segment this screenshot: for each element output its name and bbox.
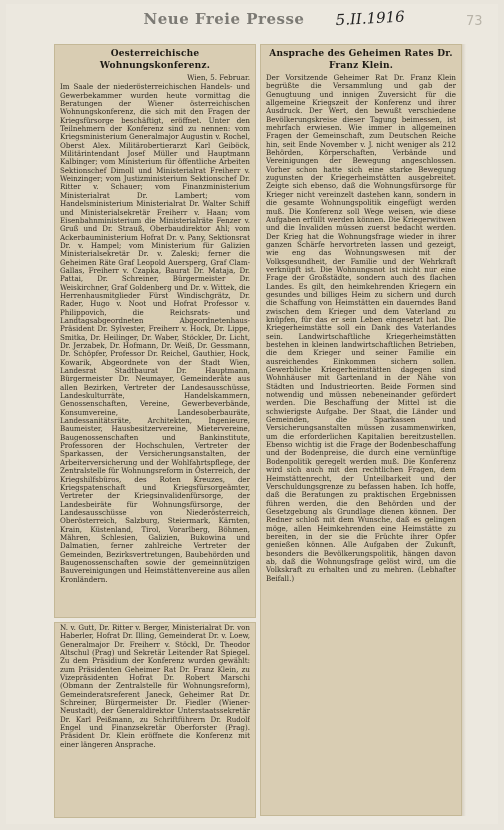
- left-article-headline: Oesterreichische Wohnungskonferenz.: [99, 49, 211, 71]
- left-article-dateline: Wien, 5. Februar.: [187, 73, 250, 82]
- clipping-right-column: [260, 44, 462, 816]
- left-article-text: Im Saale der niederösterreichischen Handels- und Gewerbekammer wurden heute vormittag die Beratungen der Wiener österreichischen Wohnungskonferenz, die sich mit den Fragen der Kriegsfürsorge beschäftigt, eröffnet. Unter den Teilnehmern der Konferenz sind zu nennen: vom Kriegsministerium Generalmajor Augustin v. Rochel, Oberst Alex. Militärobertierarzt Karl Geiböck, Militärintendant Josef Müller und Hauptmann Kalbinger; vom Ministerium für öffentliche Arbeiten Sektionschef Dimoll und Ministerialrat Freiherr v. Weinzinger; vom Justizministerium Sektionschef Dr. Ritter v. Schauer; vom Finanzministerium Ministerialrat Dr. Lambert; vom Handelsministerium Ministerialrat Dr. Walter Schiff und Ministerialsekretär Freiherr v. Haan; vom Eisenbahnministerium die Ministerialräte Fenzer v. Gruß und Dr. Strauß, Oberbaudirektor Ahl; vom Ackerbauministerium Hofrat Dr. v. Pany, Sektionsrat Dr. v. Hampel; vom Ministerium für Galizien Ministerialsekretär Dr. v. Zaleski; ferner die Geheimen Räte Graf Leopold Auersperg, Graf Clam-Gallas, Freiherr v. Czapka, Baurat Dr. Mataja, Dr. Pattai, Dr. Schreiner, Bürgermeister Dr. Weiskirchner, Graf Goldenberg und Dr. v. Wittek, die Herrenhausmitglieder Fürst Windischgrätz, Dr. Rader, Hugo v. Noot und Hofrat Professor v. Philippovich, die Reichsrats- und Landtagsabgeordneten Abgeordnetenhaus-Präsident Dr. Sylvester, Freiherr v. Hock, Dr. Lippe, Smitka, Dr. Heilinger, Dr. Waber, Stöckler, Dr. Licht, Dr. Jerzabek, Dr. Hofmann, Dr. Weiß, Dr. Gessmann, Dr. Schöpfer, Professor Dr. Reichel, Gauthier, Hock, Kowarik, Abgeordnete von der Stadt Wien, Landesrat Stadtbaurat Dr. Hauptmann, Bürgermeister Dr. Neumayer, Gemeinderäte aus allen Bezirken, Vertreter der Landesausschüsse, Landeskulturräte, Handelskammern, Genossenschaften, Vereine, Gewerbeverbände, Konsumvereine, Landesoberbauräte, Landessanitätsräte, Architekten, Ingenieure, Baumeister, Hausbesitzervereine, Mietervereine, Baugenossenschaften und Bankinstitute, Professoren der Hochschulen, Vertreter der Sparkassen, der Versicherungsanstalten, der Arbeiterversicherung und der Wohlfahrtspflege, der Zentralstelle für Wohnungsreform in Österreich, der Kriegshilfsbüros, des Roten Kreuzes, der Kriegspatenschaft und Kriegsfürsorgeämter, Vertreter der Kriegsinvalidenfürsorge, der Landesbeiräte für Wohnungsfürsorge, der Landesausschüsse von Niederösterreich, Oberösterreich, Salzburg, Steiermark, Kärnten, Krain, Küstenland, Tirol, Vorarlberg, Böhmen, Mähren, Schlesien, Galizien, Bukowina und Dalmatien, ferner zahlreiche Vertreter der Gemeinden, Bezirksvertretungen, Baubehörden und Baugenossenschaften sowie der gemeinnützigen Bauvereinigungen und Heimstättenvereine aus allen Kronländern.: [60, 82, 250, 584]
- newspaper-masthead: Neue Freie Presse: [143, 10, 305, 28]
- clipping-edge-shadow: [462, 44, 466, 816]
- archive-sheet: [6, 4, 498, 824]
- right-article-body: [266, 48, 456, 812]
- right-article-text: Der Vorsitzende Geheimer Rat Dr. Franz Klein begrüßte die Versammlung und gab der Genugtuung und innigen Zuversicht für die allgemeine Kriegszeit der Konferenz und ihrer Ausdruck. Der Wert, den bewußt verschiedene Bevölkerungskreise dieser Tagung beimessen, ist mehrfach erwiesen. Wie immer in allgemeinen Fragen der Gemeinschaft, zum Deutschen Reiche hin, seit Ende November v. J. nicht weniger als 212 Behörden, Körperschaften, Verbände und Vereinigungen der Bewegung angeschlossen. Vorher schon hatte sich eine starke Bewegung zugunsten der Kriegerheimstätten ausgebreitet. Zeigte sich ebenso, daß die Wohnungsfürsorge für Krieger nicht vereinzelt dastehen kann, sondern in die gesamte Wohnungspolitik eingefügt werden muß. Die Konferenz soll Wege weisen, wie diese Aufgaben erfüllt werden können. Die Kriegerwitwen und die Invaliden müssen zuerst bedacht werden. Der Krieg hat die Wohnungsfrage wieder in ihrer ganzen Schärfe hervortreten lassen und gezeigt, wie eng das Wohnungswesen mit der Volksgesundheit, der Familie und der Wehrkraft verknüpft ist. Die Wohnungsnot ist nicht nur eine Frage der Großstädte, sondern auch des flachen Landes. Es gilt, den heimkehrenden Kriegern ein gesundes und billiges Heim zu sichern und durch die Schaffung von Heimstätten ein dauerndes Band zwischen dem Krieger und dem Vaterland zu knüpfen, für das er sein Leben eingesetzt hat. Die Kriegerheimstätte soll ein Dank des Vaterlandes sein. Landwirtschaftliche Kriegerheimstätten bestehen in kleinen landwirtschaftlichen Betrieben, die dem Krieger und seiner Familie ein ausreichendes Einkommen sichern sollen. Gewerbliche Kriegerheimstätten dagegen sind Wohnhäuser mit Gartenland in der Nähe von Städten und Industrieorten. Beide Formen sind notwendig und müssen nebeneinander gefördert werden. Die Beschaffung der Mittel ist die schwierigste Aufgabe. Der Staat, die Länder und Gemeinden, die Sparkassen und Versicherungsanstalten müssen zusammenwirken, um die erforderlichen Kapitalien bereitzustellen. Ebenso wichtig ist die Frage der Bodenbeschaffung und der Bodenpreise, die durch eine vernünftige Bodenpolitik geregelt werden muß. Die Konferenz wird sich auch mit den rechtlichen Fragen, dem Heimstättenrecht, der Unteilbarkeit und der Verschuldungsgrenze zu befassen haben. Ich hoffe, daß die Beratungen zu praktischen Ergebnissen führen werden, die den Behörden und der Gesetzgebung als Grundlage dienen können. Der Redner schloß mit dem Wunsche, daß es gelingen möge, allen Heimkehrenden eine Heimstätte zu bereiten, in der sie die Früchte ihrer Opfer genießen können. Alle Aufgaben der Zukunft, besonders die Bevölkerungspolitik, hängen davon ab, daß die Wohnungsfrage gelöst wird, um die Volkskraft zu erhalten und zu mehren. (Lebhafter Beifall.): [266, 73, 456, 583]
- pencil-archive-number: 73: [466, 14, 483, 29]
- left-article-text-continued: N. v. Gutt, Dr. Ritter v. Berger, Ministerialrat Dr. von Haberler, Hofrat Dr. Illing, Gemeinderat Dr. v. Loew, Generalmajor Dr. Freiherr v. Stöckl, Dr. Theodor Altschul (Prag) und Sekretär Leitender Rat Spiegel. Zu dem Präsidium der Konferenz wurden gewählt: zum Präsidenten Geheimer Rat Dr. Franz Klein, zu Vizepräsidenten Hofrat Dr. Robert Marschi (Obmann der Zentralstelle für Wohnungsreform), Gemeinderatsreferent Janeck, Geheimer Rat Dr. Schreiner, Bürgermeister Dr. Fiedler (Wiener-Neustadt), der Generaldirektor Unterstaatssekretär Dr. Karl Peißmann, zu Schriftführern Dr. Rudolf Engel und Finanzsekretär Oberforster (Prag). Präsident Dr. Klein eröffnete die Konferenz mit einer längeren Ansprache.: [60, 624, 250, 749]
- left-article-continuation: [60, 624, 250, 814]
- right-article-headline: Ansprache des Geheimen Rates Dr. Franz Klein.: [269, 49, 453, 71]
- left-article-body: [60, 48, 250, 614]
- handwritten-date: 5.II.1916: [335, 7, 406, 30]
- clipping-left-column: [54, 44, 256, 618]
- clipping-left-column-continued: [54, 622, 256, 818]
